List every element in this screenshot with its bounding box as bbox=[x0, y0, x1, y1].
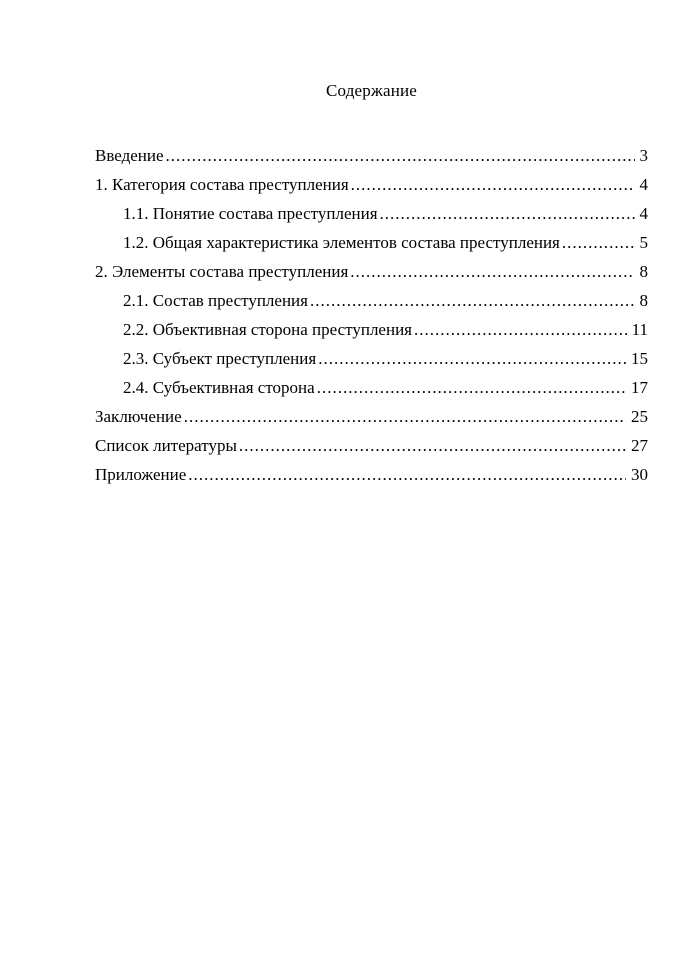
toc-entry-label: 2.1. Состав преступления bbox=[123, 291, 308, 310]
toc-entry-label: 1.1. Понятие состава преступления bbox=[123, 204, 378, 223]
toc-dot-leader bbox=[239, 431, 626, 460]
toc-page-number: 11 bbox=[631, 320, 648, 339]
toc-dot-leader bbox=[310, 286, 635, 315]
toc-entry-label: 1.2. Общая характеристика элементов состава преступления bbox=[123, 233, 560, 252]
toc-entry bbox=[95, 460, 648, 489]
toc-entry bbox=[95, 402, 648, 431]
toc-entry-label: Введение bbox=[95, 146, 164, 165]
toc-dot-leader bbox=[318, 344, 626, 373]
toc-entry-label: 2.3. Субъект преступления bbox=[123, 349, 317, 368]
toc-entry bbox=[95, 344, 648, 373]
toc-entry bbox=[95, 170, 648, 199]
toc-page-number: 17 bbox=[631, 378, 648, 397]
toc-page-number: 25 bbox=[631, 407, 648, 426]
toc-dot-leader bbox=[166, 141, 635, 170]
toc-page-number: 5 bbox=[639, 233, 648, 252]
toc-entry-label: 2.2. Объективная сторона преступления bbox=[123, 320, 412, 339]
toc-dot-leader bbox=[350, 257, 634, 286]
toc-entry-label: Приложение bbox=[95, 465, 187, 484]
toc-dot-leader bbox=[414, 315, 627, 344]
toc-entry-label: 2.4. Субъективная сторона bbox=[123, 378, 315, 397]
toc-entry bbox=[95, 431, 648, 460]
page-title: Содержание bbox=[325, 81, 418, 100]
toc-page-number: 4 bbox=[639, 175, 648, 194]
toc-page-number: 3 bbox=[639, 146, 648, 165]
toc-page-number: 27 bbox=[631, 436, 648, 455]
toc-dot-leader bbox=[351, 170, 635, 199]
toc-entry bbox=[95, 199, 648, 228]
toc-entry-label: Заключение bbox=[95, 407, 182, 426]
toc-page-number: 15 bbox=[631, 349, 648, 368]
table-of-contents bbox=[95, 141, 648, 489]
toc-entry bbox=[95, 141, 648, 170]
toc-dot-leader bbox=[188, 460, 626, 489]
toc-page-number: 8 bbox=[639, 262, 648, 281]
toc-entry bbox=[95, 286, 648, 315]
toc-entry bbox=[95, 373, 648, 402]
toc-dot-leader bbox=[562, 228, 635, 257]
toc-dot-leader bbox=[184, 402, 626, 431]
toc-entry-label: 2. Элементы состава преступления bbox=[95, 262, 349, 281]
toc-entry bbox=[95, 315, 648, 344]
toc-page-number: 30 bbox=[631, 465, 648, 484]
toc-entry bbox=[95, 257, 648, 286]
toc-dot-leader bbox=[380, 199, 635, 228]
toc-dot-leader bbox=[317, 373, 626, 402]
toc-entry bbox=[95, 228, 648, 257]
toc-page-number: 4 bbox=[639, 204, 648, 223]
toc-entry-label: 1. Категория состава преступления bbox=[95, 175, 349, 194]
toc-page-number: 8 bbox=[639, 291, 648, 310]
toc-entry-label: Список литературы bbox=[95, 436, 237, 455]
